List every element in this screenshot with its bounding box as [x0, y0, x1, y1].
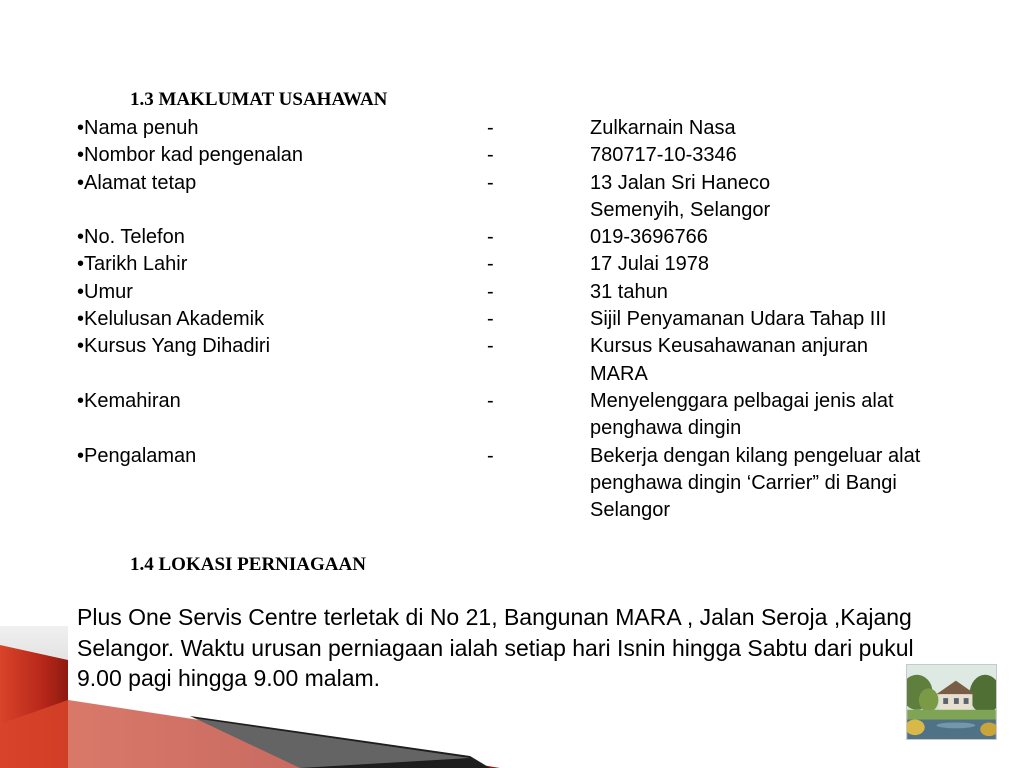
info-value-line: Bekerja dengan kilang pengeluar alat: [590, 444, 921, 467]
info-row: [77, 279, 997, 306]
section-heading-lokasi-perniagaan: 1.4 LOKASI PERNIAGAAN: [130, 554, 366, 575]
info-label: •Alamat tetap: [77, 171, 197, 194]
info-value: [590, 279, 668, 306]
info-label: •No. Telefon: [77, 226, 185, 249]
info-row: [77, 170, 997, 225]
info-separator: -: [487, 171, 494, 194]
info-value: [590, 443, 920, 525]
info-separator: -: [487, 308, 494, 331]
info-value: [590, 333, 868, 388]
info-row: [77, 306, 997, 333]
info-value: [590, 251, 709, 278]
info-value: [590, 170, 770, 225]
info-value-line: 019-3696766: [590, 226, 708, 249]
info-value-line: 17 Julai 1978: [590, 253, 709, 276]
info-row: [77, 333, 997, 388]
info-value-line: penghawa dingin: [590, 417, 742, 440]
info-value-line: 13 Jalan Sri Haneco: [590, 171, 771, 194]
info-label: •Tarikh Lahir: [77, 253, 188, 276]
info-separator: -: [487, 280, 494, 303]
info-value: [590, 142, 737, 169]
info-row: [77, 224, 997, 251]
info-value-line: Menyelenggara pelbagai jenis alat: [590, 389, 894, 412]
info-value-line: Kursus Keusahawanan anjuran: [590, 335, 868, 358]
info-row: [77, 115, 997, 142]
info-separator: -: [487, 444, 494, 467]
info-separator: -: [487, 335, 494, 358]
info-label: •Nombor kad pengenalan: [77, 144, 304, 167]
info-value-line: MARA: [590, 362, 648, 385]
info-label: •Umur: [77, 280, 133, 303]
info-label: •Pengalaman: [77, 444, 197, 467]
info-value-line: 31 tahun: [590, 280, 668, 303]
section-heading-maklumat-usahawan: 1.3 MAKLUMAT USAHAWAN: [130, 89, 388, 110]
house-landscape-photo: [906, 664, 997, 740]
info-separator: -: [487, 389, 494, 412]
info-label: •Kursus Yang Dihadiri: [77, 335, 271, 358]
location-paragraph: Plus One Servis Centre terletak di No 21, Bangunan MARA , Jalan Seroja ,Kajang Selangor. Waktu urusan perniagaan ialah setiap hari Isnin hingga Sabtu dari pukul 9.00 pagi hingga 9.00 malam.: [77, 604, 914, 691]
info-label: •Nama penuh: [77, 117, 199, 139]
info-separator: -: [487, 226, 494, 249]
info-label: •Kemahiran: [77, 389, 181, 412]
entrepreneur-info-list: [77, 115, 997, 524]
info-value-line: 780717-10-3346: [590, 144, 737, 167]
info-separator: -: [487, 144, 494, 167]
info-label: •Kelulusan Akademik: [77, 308, 265, 331]
info-separator: -: [487, 117, 494, 139]
info-value-line: penghawa dingin ‘Carrier” di Bangi: [590, 471, 897, 494]
info-value-line: Selangor: [590, 499, 671, 522]
info-value: [590, 388, 894, 443]
info-row: [77, 388, 997, 443]
info-value-line: Zulkarnain Nasa: [590, 117, 736, 139]
info-separator: -: [487, 253, 494, 276]
info-row: [77, 251, 997, 278]
info-value: [590, 115, 736, 142]
info-value-line: Semenyih, Selangor: [590, 198, 771, 221]
info-value: [590, 224, 708, 251]
decor-light-wedge: [68, 700, 470, 768]
info-row: [77, 142, 997, 169]
info-value: [590, 306, 886, 333]
info-value-line: Sijil Penyamanan Udara Tahap III: [590, 308, 887, 331]
info-row: [77, 443, 997, 525]
